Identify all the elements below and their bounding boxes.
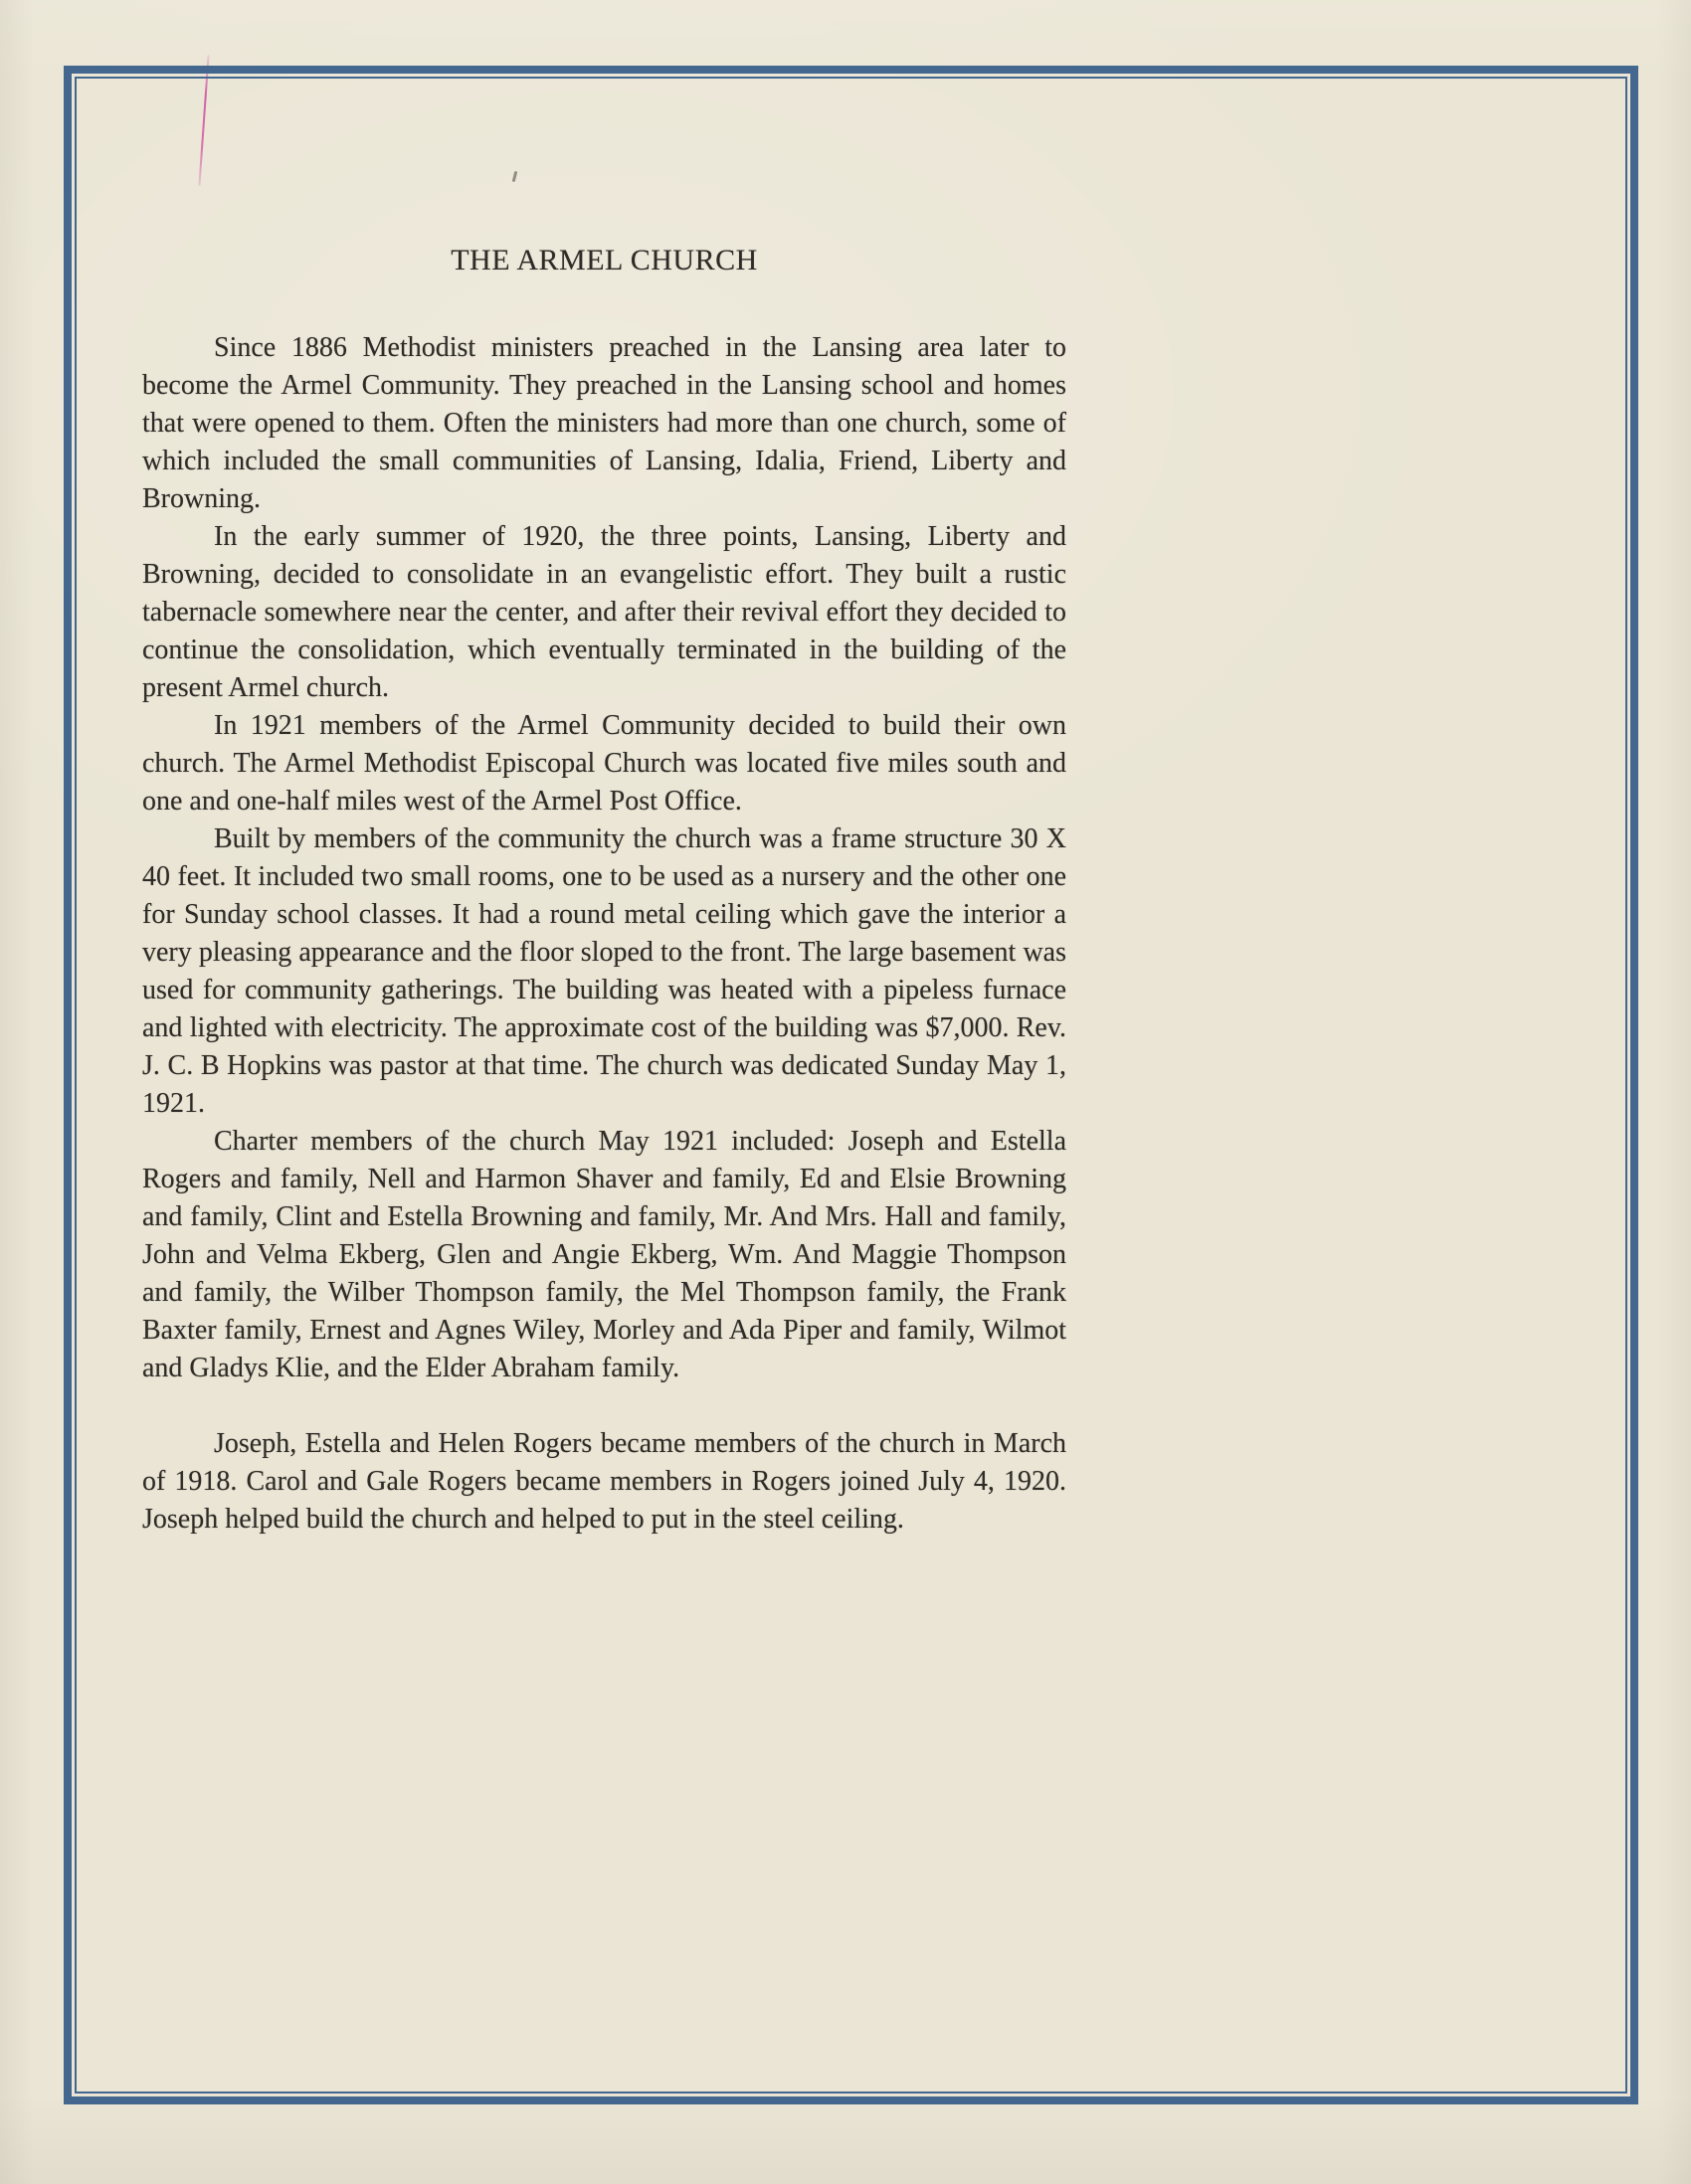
paragraph-building-description: Built by members of the community the church was a frame structure 30 X 40 feet. It included two small rooms, one to be used as a nursery and the other one for Sunday school classes. It had a round metal ceiling which gave the interior a very pleasing appearance and the floor sloped to the front. The large basement was used for community gatherings. The building was heated with a pipeless furnace and lighted with electricity. The approximate cost of the building was $7,000. Rev. J. C. B Hopkins was pastor at that time. The church was dedicated Sunday May 1, 1921. <box>142 823 1066 1119</box>
page-title: THE ARMEL CHURCH <box>451 244 758 276</box>
paragraph-history-1886: Since 1886 Methodist ministers preached in the Lansing area later to become the Armel Community. They preached in the Lansing school and homes that were opened to them. Often the ministers had more than one church, some of which included the small communities of Lansing, Idalia, Friend, Liberty and Browning. <box>142 332 1066 514</box>
paragraph-rogers-family: Joseph, Estella and Helen Rogers became members of the church in March of 1918. Carol and Gale Rogers became members in Rogers joined July 4, 1920. Joseph helped build the church and helped to put in the steel ceiling. <box>142 1428 1066 1535</box>
paragraph-charter-members: Charter members of the church May 1921 included: Joseph and Estella Rogers and family, Nell and Harmon Shaver and family, Ed and Elsie Browning and family, Clint and Estella Browning and family, Mr. And Mrs. Hall and family, John and Velma Ekberg, Glen and Angie Ekberg, Wm. And Maggie Thompson and family, the Wilber Thompson family, the Mel Thompson family, the Frank Baxter family, Ernest and Agnes Wiley, Morley and Ada Piper and family, Wilmot and Gladys Klie, and the Elder Abraham family. <box>142 1126 1066 1383</box>
paragraph-church-location-1921: In 1921 members of the Armel Community decided to build their own church. The Armel Methodist Episcopal Church was located five miles south and one and one-half miles west of the Armel Post Office. <box>142 710 1066 817</box>
document-body <box>142 242 1066 1539</box>
paragraph-consolidation-1920: In the early summer of 1920, the three points, Lansing, Liberty and Browning, decided to consolidate in an evangelistic effort. They built a rustic tabernacle somewhere near the center, and after their revival effort they decided to continue the consolidation, which eventually terminated in the building of the present Armel church. <box>142 521 1066 703</box>
